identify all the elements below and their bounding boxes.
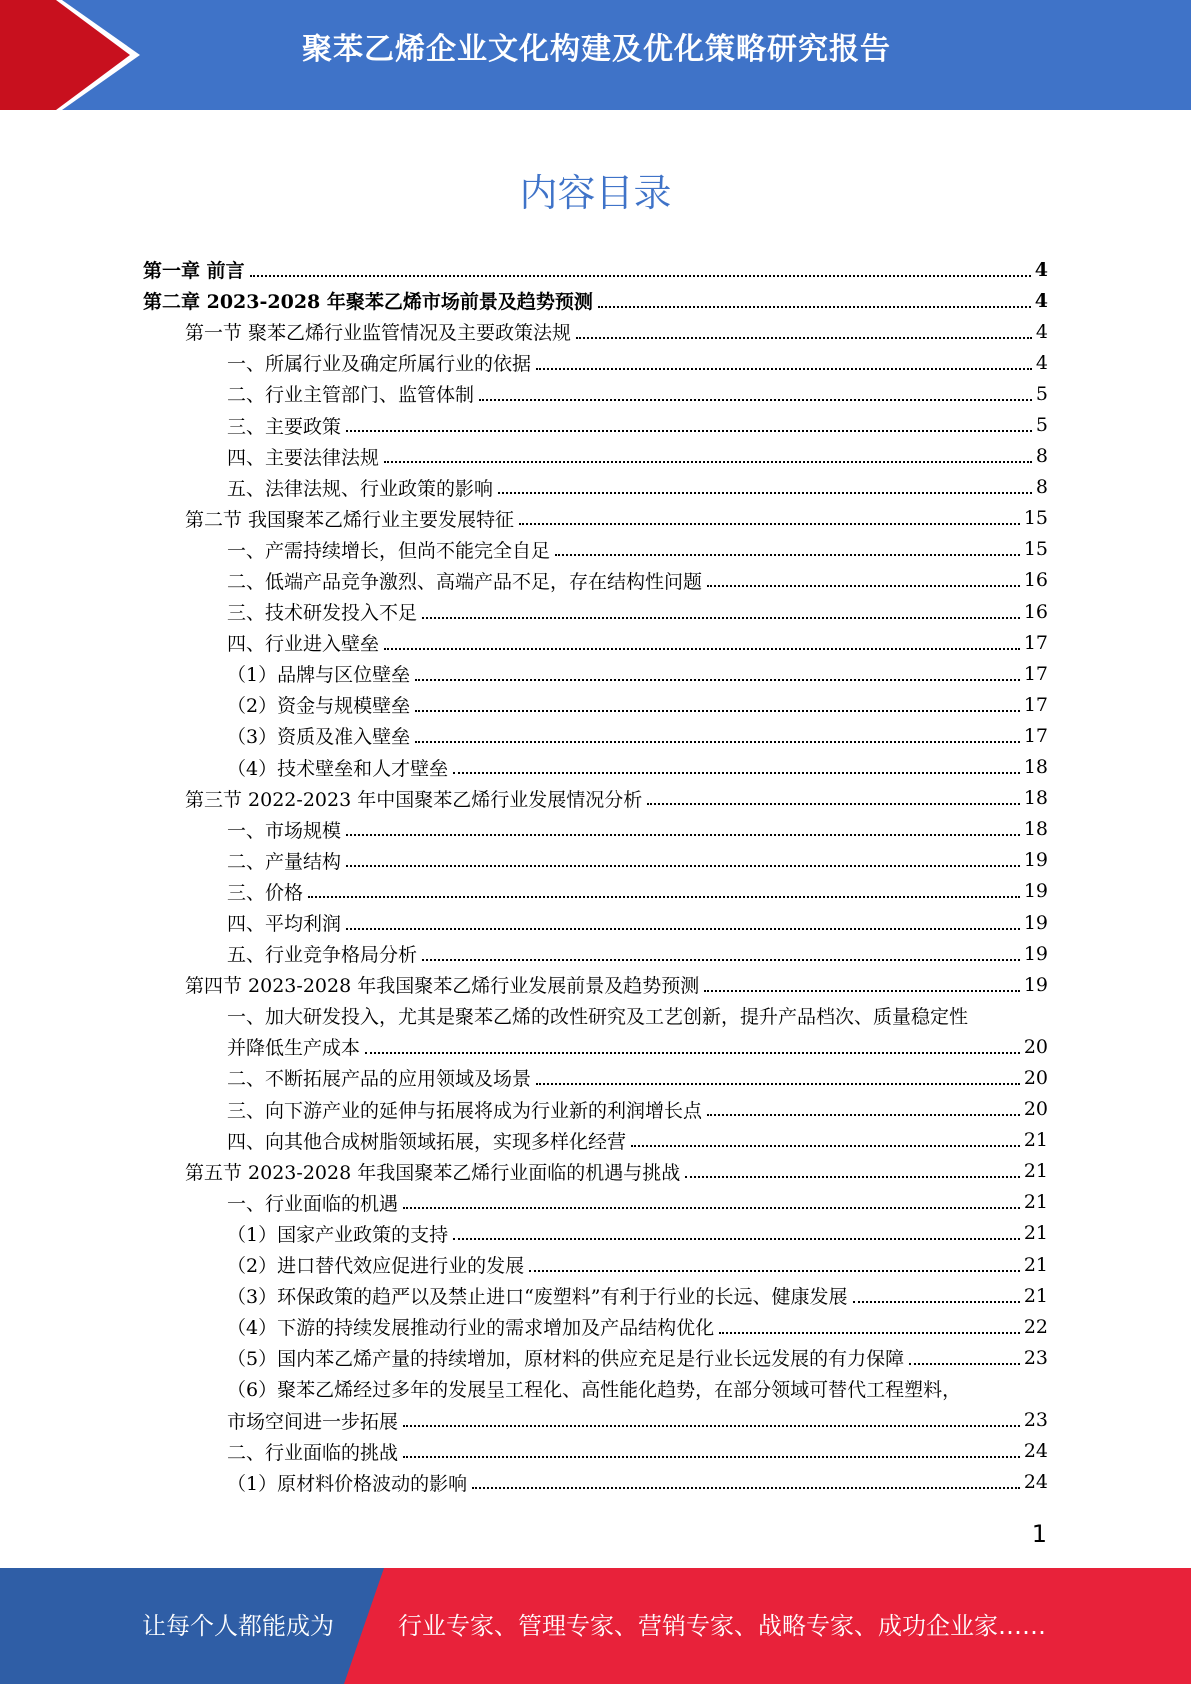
toc-entry-label: （4）下游的持续发展推动行业的需求增加及产品结构优化: [227, 1313, 717, 1340]
dot-leader: [346, 865, 1020, 867]
dot-leader: [519, 523, 1020, 525]
toc-entry[interactable]: [143, 845, 1048, 876]
dot-leader: [685, 1176, 1020, 1178]
toc-entry-page: 24: [1023, 1471, 1048, 1494]
page-number: 1: [1031, 1520, 1047, 1548]
dot-leader: [453, 1238, 1020, 1240]
toc-entry-label: 二、不断拓展产品的应用领域及场景: [227, 1064, 534, 1091]
chevron-decoration: [0, 0, 170, 110]
toc-entry[interactable]: [143, 1218, 1048, 1249]
toc-entry-label: （2）进口替代效应促进行业的发展: [227, 1251, 527, 1278]
toc-entry-label: 二、产量结构: [227, 847, 344, 874]
toc-entry-page: 16: [1023, 600, 1048, 623]
toc-entry-label: 一、行业面临的机遇: [227, 1189, 401, 1216]
dot-leader: [308, 896, 1020, 898]
toc-entry-page: 18: [1023, 756, 1048, 779]
toc-entry-label: 五、法律法规、行业政策的影响: [227, 474, 496, 501]
toc-entry-label: 四、平均利润: [227, 909, 344, 936]
dot-leader: [422, 617, 1020, 619]
dot-leader: [647, 803, 1020, 805]
toc-heading: 内容目录: [519, 171, 672, 215]
toc-entry-page: 24: [1023, 1440, 1048, 1463]
toc-entry[interactable]: [143, 316, 1048, 347]
dot-leader: [346, 834, 1020, 836]
dot-leader: [479, 399, 1032, 401]
toc-entry[interactable]: [143, 441, 1048, 472]
toc-entry-label: 市场空间进一步拓展: [227, 1407, 401, 1434]
toc-entry-page: 17: [1023, 724, 1048, 747]
toc-entry[interactable]: [143, 503, 1048, 534]
toc-entry-label: 一、产需持续增长，但尚不能完全自足: [227, 536, 553, 563]
toc-entry[interactable]: [143, 969, 1048, 1000]
toc-entry-page: 17: [1023, 662, 1048, 685]
dot-leader: [365, 1052, 1020, 1054]
dot-leader: [346, 928, 1020, 930]
toc-entry[interactable]: [143, 1342, 1048, 1373]
toc-entry[interactable]: [143, 1249, 1048, 1280]
toc-entry-label: 四、主要法律法规: [227, 443, 382, 470]
toc-entry-page: 20: [1023, 1066, 1048, 1089]
toc-entry-page: 15: [1023, 507, 1048, 530]
toc-entry[interactable]: [143, 472, 1048, 503]
dot-leader: [415, 710, 1020, 712]
toc-entry-label: 三、技术研发投入不足: [227, 598, 420, 625]
toc-entry[interactable]: [143, 689, 1048, 720]
dot-leader: [536, 1083, 1020, 1085]
toc-entry-label: （5）国内苯乙烯产量的持续增加，原材料的供应充足是行业长远发展的有力保障: [227, 1344, 907, 1371]
toc-entry-label: 第一章 前言: [143, 256, 248, 283]
toc-entry-label: 二、行业面临的挑战: [227, 1438, 401, 1465]
toc-entry[interactable]: [143, 565, 1048, 596]
toc-entry-label: 四、行业进入壁垒: [227, 629, 382, 656]
toc-entry-page: 20: [1023, 1098, 1048, 1121]
toc-entry-label: （6）聚苯乙烯经过多年的发展呈工程化、高性能化趋势，在部分领域可替代工程塑料，: [227, 1375, 964, 1402]
toc-entry[interactable]: [143, 658, 1048, 689]
toc-entry-page: 22: [1023, 1315, 1048, 1338]
toc-entry[interactable]: [143, 1467, 1048, 1498]
dot-leader: [498, 492, 1032, 494]
toc-entry-page: 20: [1023, 1035, 1048, 1058]
toc-entry-label: （1）品牌与区位壁垒: [227, 660, 413, 687]
toc-entry-label: 第五节 2023-2028 年我国聚苯乙烯行业面临的机遇与挑战: [185, 1158, 683, 1185]
toc-entry[interactable]: [143, 596, 1048, 627]
toc-entry-page: 4: [1034, 289, 1048, 312]
toc-entry-page: 21: [1023, 1160, 1048, 1183]
dot-leader: [704, 990, 1020, 992]
toc-entry-page: 21: [1023, 1191, 1048, 1214]
toc-entry[interactable]: [143, 1311, 1048, 1342]
toc-entry[interactable]: [143, 1187, 1048, 1218]
toc-entry-page: 15: [1023, 538, 1048, 561]
toc-entry-page: 17: [1023, 631, 1048, 654]
toc-entry[interactable]: [143, 285, 1048, 316]
toc-entry-page: 23: [1023, 1409, 1048, 1432]
toc-entry-label: 第四节 2023-2028 年我国聚苯乙烯行业发展前景及趋势预测: [185, 971, 702, 998]
toc-entry-label: 三、价格: [227, 878, 306, 905]
dot-leader: [598, 306, 1031, 308]
toc-entry-page: 19: [1023, 942, 1048, 965]
toc-entry[interactable]: [143, 1031, 1048, 1062]
dot-leader: [576, 337, 1032, 339]
toc-entry[interactable]: [143, 254, 1048, 285]
toc-entry-label: （3）资质及准入壁垒: [227, 722, 413, 749]
toc-entry-label: 一、所属行业及确定所属行业的依据: [227, 349, 534, 376]
toc-entry-page: 19: [1023, 911, 1048, 934]
footer-slogan-left: 让每个人都能成为: [142, 1612, 334, 1640]
dot-leader: [536, 368, 1032, 370]
toc-entry-label: （1）国家产业政策的支持: [227, 1220, 451, 1247]
toc-entry-page: 8: [1035, 445, 1048, 468]
toc-entry-page: 19: [1023, 973, 1048, 996]
toc-entry-page: 5: [1035, 382, 1048, 405]
toc-entry-label: 第三节 2022-2023 年中国聚苯乙烯行业发展情况分析: [185, 785, 645, 812]
dot-leader: [555, 554, 1020, 556]
toc-entry[interactable]: [143, 1373, 1048, 1404]
toc-entry[interactable]: [143, 1156, 1048, 1187]
toc-entry-page: 19: [1023, 849, 1048, 872]
dot-leader: [853, 1301, 1020, 1303]
dot-leader: [453, 772, 1020, 774]
toc-entry-label: （4）技术壁垒和人才壁垒: [227, 754, 451, 781]
toc-entry[interactable]: [143, 1436, 1048, 1467]
toc-entry[interactable]: [143, 938, 1048, 969]
toc-entry-label: 二、低端产品竞争激烈、高端产品不足，存在结构性问题: [227, 567, 705, 594]
toc-entry[interactable]: [143, 534, 1048, 565]
toc-entry-label: 第二章 2023-2028 年聚苯乙烯市场前景及趋势预测: [143, 287, 596, 314]
dot-leader: [403, 1425, 1020, 1427]
toc-entry-page: 23: [1023, 1346, 1048, 1369]
dot-leader: [384, 648, 1020, 650]
toc-entry-label: （1）原材料价格波动的影响: [227, 1469, 470, 1496]
toc-entry[interactable]: [143, 1280, 1048, 1311]
header-banner: [0, 0, 1191, 110]
report-title: 聚苯乙烯企业文化构建及优化策略研究报告: [302, 32, 891, 67]
toc-entry-page: 21: [1023, 1222, 1048, 1245]
toc-entry-page: 21: [1023, 1253, 1048, 1276]
toc-entry-page: 21: [1023, 1129, 1048, 1152]
toc-entry-label: 一、市场规模: [227, 816, 344, 843]
toc-entry[interactable]: [143, 347, 1048, 378]
toc-entry-label: 三、向下游产业的延伸与拓展将成为行业新的利润增长点: [227, 1096, 705, 1123]
toc-entry-label: 二、行业主管部门、监管体制: [227, 380, 477, 407]
toc-entry-page: 4: [1035, 351, 1048, 374]
toc-entry-label: 三、主要政策: [227, 412, 344, 439]
toc-entry[interactable]: [143, 1094, 1048, 1125]
dot-leader: [707, 1114, 1020, 1116]
toc-entry-page: 16: [1023, 569, 1048, 592]
toc-entry[interactable]: [143, 752, 1048, 783]
toc-entry[interactable]: [143, 627, 1048, 658]
toc-entry[interactable]: [143, 1404, 1048, 1435]
dot-leader: [415, 679, 1020, 681]
toc-entry-page: 4: [1035, 320, 1048, 343]
dot-leader: [415, 741, 1020, 743]
toc-entry-label: 一、加大研发投入，尤其是聚苯乙烯的改性研究及工艺创新，提升产品档次、质量稳定性: [227, 1002, 971, 1029]
toc-entry[interactable]: [143, 1062, 1048, 1093]
toc-entry-page: 19: [1023, 880, 1048, 903]
toc-entry[interactable]: [143, 876, 1048, 907]
toc-entry-page: 18: [1023, 787, 1048, 810]
dot-leader: [384, 461, 1032, 463]
dot-leader: [403, 1207, 1020, 1209]
toc-entry[interactable]: [143, 1000, 1048, 1031]
toc-entry[interactable]: [143, 783, 1048, 814]
toc-entry-label: （2）资金与规模壁垒: [227, 691, 413, 718]
dot-leader: [403, 1456, 1020, 1458]
toc-entry[interactable]: [143, 907, 1048, 938]
toc-entry[interactable]: [143, 1125, 1048, 1156]
dot-leader: [346, 430, 1032, 432]
dot-leader: [719, 1332, 1020, 1334]
toc-entry-label: 五、行业竞争格局分析: [227, 940, 420, 967]
toc-entry-label: （3）环保政策的趋严以及禁止进口“废塑料”有利于行业的长远、健康发展: [227, 1282, 851, 1309]
toc-entry[interactable]: [143, 814, 1048, 845]
table-of-contents: [143, 254, 1048, 1498]
toc-entry-label: 第二节 我国聚苯乙烯行业主要发展特征: [185, 505, 517, 532]
dot-leader: [631, 1145, 1020, 1147]
dot-leader: [250, 275, 1031, 277]
dot-leader: [529, 1270, 1020, 1272]
dot-leader: [472, 1487, 1020, 1489]
toc-entry-label: 第一节 聚苯乙烯行业监管情况及主要政策法规: [185, 318, 574, 345]
footer-slogan-right: 行业专家、管理专家、营销专家、战略专家、成功企业家……: [398, 1612, 1046, 1640]
toc-entry[interactable]: [143, 720, 1048, 751]
toc-entry-page: 17: [1023, 693, 1048, 716]
toc-entry[interactable]: [143, 409, 1048, 440]
dot-leader: [909, 1363, 1020, 1365]
toc-entry-page: 4: [1034, 258, 1048, 281]
footer-banner: [0, 1568, 1191, 1684]
toc-entry-page: 18: [1023, 818, 1048, 841]
toc-entry-page: 5: [1035, 414, 1048, 437]
dot-leader: [707, 585, 1020, 587]
toc-entry-page: 21: [1023, 1284, 1048, 1307]
toc-entry-page: 8: [1035, 476, 1048, 499]
dot-leader: [422, 959, 1020, 961]
toc-entry-label: 并降低生产成本: [227, 1033, 363, 1060]
toc-entry[interactable]: [143, 378, 1048, 409]
toc-entry-label: 四、向其他合成树脂领域拓展，实现多样化经营: [227, 1127, 629, 1154]
